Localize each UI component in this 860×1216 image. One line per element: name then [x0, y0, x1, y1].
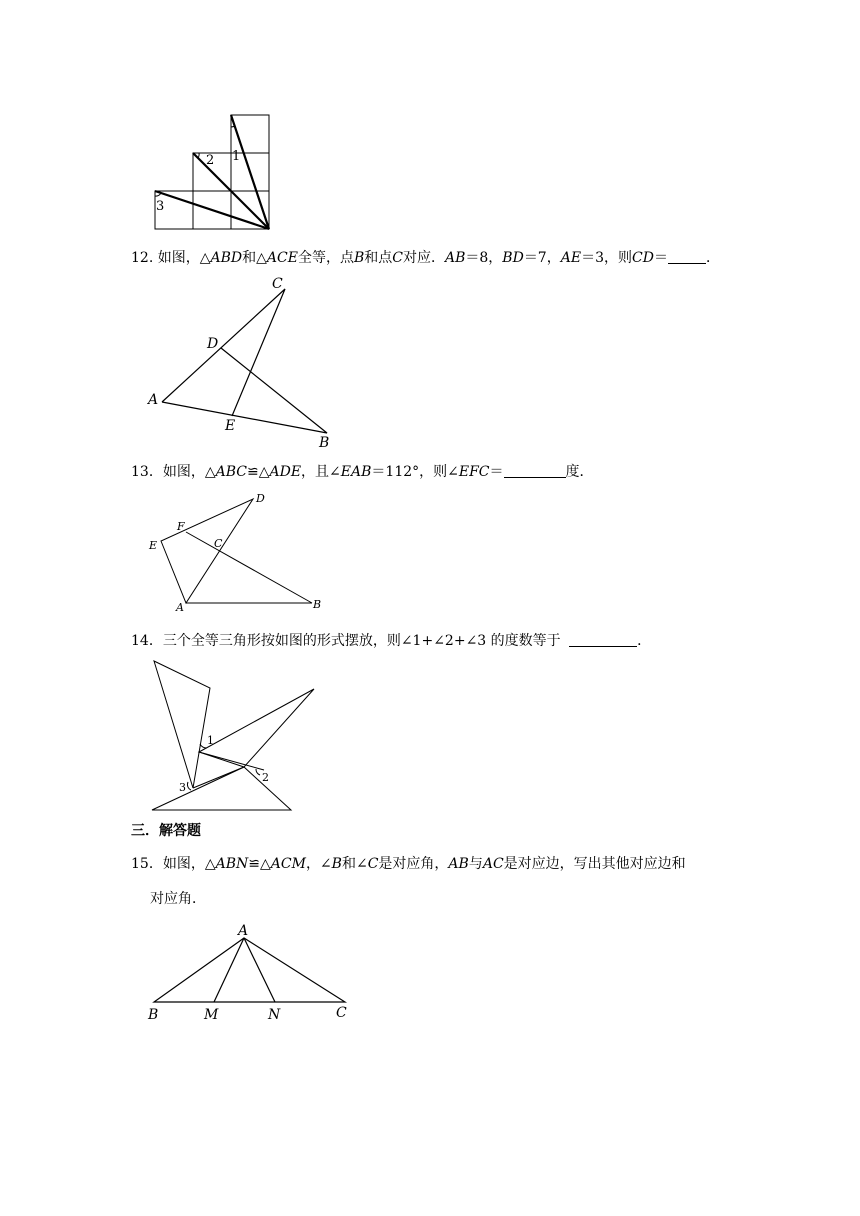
answer-blank[interactable] [504, 463, 566, 478]
section-heading: 三．解答题 [131, 823, 201, 839]
fig15-label-N: N [268, 1007, 281, 1023]
fig13-label-B: B [313, 598, 322, 611]
fig14-label-2: 2 [262, 771, 269, 784]
fig12-label-E: E [225, 418, 236, 434]
fig13-label-F: F [177, 520, 185, 533]
fig15-label-M: M [204, 1007, 219, 1023]
question-13: 13．如图，△ABC≌△ADE，且∠EAB＝112°，则∠EFC＝ 度． [131, 464, 594, 480]
fig14-label-3: 3 [179, 781, 186, 794]
question-15-line2: 对应角． [150, 891, 206, 907]
answer-blank[interactable] [668, 249, 706, 264]
fig15-label-A: A [238, 923, 249, 939]
fig12-label-A: A [148, 392, 159, 408]
question-12: 12. 如图，△ABD和△ACE全等，点B和点C对应．AB＝8，BD＝7，AE＝3，则CD＝ ． [131, 250, 720, 266]
fig12-label-B: B [319, 435, 330, 451]
fig13-label-D: D [256, 492, 265, 505]
fig13-label-C: C [214, 537, 223, 550]
fig13-label-A: A [176, 601, 184, 614]
fig11-label-3: 3 [156, 199, 165, 214]
question-14: 14．三个全等三角形按如图的形式摆放，则∠1+∠2+∠3 的度数等于 ． [131, 633, 652, 649]
fig12-label-D: D [207, 336, 219, 352]
fig15-label-B: B [148, 1007, 159, 1023]
fig11-label-2: 2 [206, 153, 215, 168]
fig14-label-1: 1 [207, 734, 214, 747]
fig15-label-C: C [336, 1005, 347, 1021]
fig13-label-E: E [149, 539, 158, 552]
question-15: 15．如图，△ABN≌△ACM，∠B和∠C是对应角，AB与AC是对应边，写出其他对应边和 [131, 856, 686, 872]
fig11-label-1: 1 [232, 149, 241, 164]
answer-blank[interactable] [569, 632, 637, 647]
fig12-label-C: C [272, 276, 283, 292]
